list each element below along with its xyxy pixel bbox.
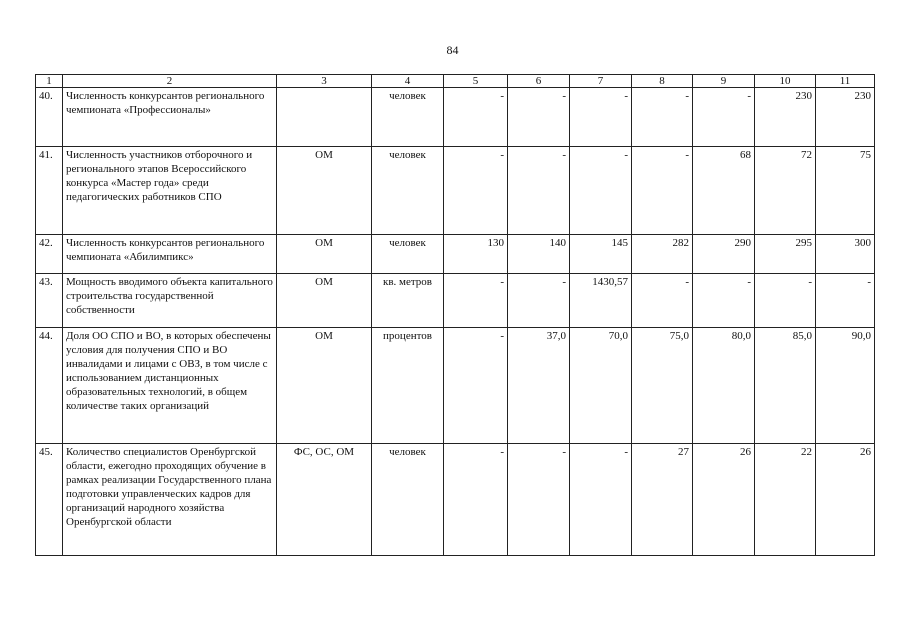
column-header: 7	[570, 75, 632, 88]
indicators-table	[35, 74, 875, 556]
value-cell: 130	[444, 235, 508, 274]
page-number: 84	[446, 43, 459, 57]
value-cell: -	[755, 274, 816, 328]
value-cell: 37,0	[508, 328, 570, 444]
value-cell: 295	[755, 235, 816, 274]
row-number: 42.	[36, 235, 63, 274]
value-cell: -	[570, 147, 632, 235]
indicator-unit: человек	[372, 235, 444, 274]
table-row	[36, 444, 875, 556]
value-cell: -	[816, 274, 875, 328]
table-header	[36, 75, 875, 88]
value-cell: -	[444, 328, 508, 444]
indicator-source: ФС, ОС, ОМ	[277, 444, 372, 556]
row-number: 40.	[36, 88, 63, 147]
value-cell: -	[693, 88, 755, 147]
indicator-unit: человек	[372, 88, 444, 147]
value-cell: -	[444, 274, 508, 328]
value-cell: 1430,57	[570, 274, 632, 328]
indicator-name: Численность конкурсантов регионального чемпионата «Абилимпикс»	[63, 235, 277, 274]
indicator-source: ОМ	[277, 235, 372, 274]
value-cell: 300	[816, 235, 875, 274]
column-header: 6	[508, 75, 570, 88]
value-cell: 230	[755, 88, 816, 147]
indicator-source: ОМ	[277, 147, 372, 235]
value-cell: 80,0	[693, 328, 755, 444]
value-cell: 27	[632, 444, 693, 556]
value-cell: 75	[816, 147, 875, 235]
value-cell: -	[570, 444, 632, 556]
value-cell: -	[570, 88, 632, 147]
indicator-source: ОМ	[277, 328, 372, 444]
indicator-name: Мощность вводимого объекта капитального строительства государственной собственности	[63, 274, 277, 328]
value-cell: 72	[755, 147, 816, 235]
value-cell: 22	[755, 444, 816, 556]
column-header: 9	[693, 75, 755, 88]
indicator-source	[277, 88, 372, 147]
value-cell: 145	[570, 235, 632, 274]
indicator-name: Доля ОО СПО и ВО, в которых обеспечены условия для получения СПО и ВО инвалидами и лицами с ОВЗ, в том числе с использованием дистанционных образовательных технологий, в общем количестве таких организаций	[63, 328, 277, 444]
indicator-source: ОМ	[277, 274, 372, 328]
table-row	[36, 235, 875, 274]
value-cell: 26	[816, 444, 875, 556]
column-header: 3	[277, 75, 372, 88]
indicator-unit: кв. метров	[372, 274, 444, 328]
indicator-name: Количество специалистов Оренбургской области, ежегодно проходящих обучение в рамках реализации Государственного плана подготовки управленческих кадров для организаций народного хозяйства Оренбургской области	[63, 444, 277, 556]
indicator-name: Численность участников отборочного и регионального этапов Всероссийского конкурса «Мастер года» среди педагогических работников СПО	[63, 147, 277, 235]
value-cell: -	[444, 444, 508, 556]
indicator-unit: человек	[372, 147, 444, 235]
value-cell: 85,0	[755, 328, 816, 444]
value-cell: -	[632, 88, 693, 147]
value-cell: 282	[632, 235, 693, 274]
row-number: 41.	[36, 147, 63, 235]
column-header: 4	[372, 75, 444, 88]
value-cell: 75,0	[632, 328, 693, 444]
value-cell: -	[632, 274, 693, 328]
column-header: 1	[36, 75, 63, 88]
value-cell: 70,0	[570, 328, 632, 444]
table-row	[36, 274, 875, 328]
column-header: 10	[755, 75, 816, 88]
value-cell: -	[508, 147, 570, 235]
column-header: 8	[632, 75, 693, 88]
row-number: 45.	[36, 444, 63, 556]
value-cell: 68	[693, 147, 755, 235]
column-header: 11	[816, 75, 875, 88]
value-cell: -	[444, 147, 508, 235]
indicator-name: Численность конкурсантов регионального чемпионата «Профессионалы»	[63, 88, 277, 147]
value-cell: -	[508, 444, 570, 556]
value-cell: -	[444, 88, 508, 147]
row-number: 44.	[36, 328, 63, 444]
table-row	[36, 328, 875, 444]
indicator-unit: человек	[372, 444, 444, 556]
value-cell: 90,0	[816, 328, 875, 444]
column-header: 5	[444, 75, 508, 88]
value-cell: -	[508, 88, 570, 147]
table-row	[36, 147, 875, 235]
value-cell: -	[632, 147, 693, 235]
row-number: 43.	[36, 274, 63, 328]
column-header: 2	[63, 75, 277, 88]
value-cell: 290	[693, 235, 755, 274]
table-row	[36, 88, 875, 147]
value-cell: 26	[693, 444, 755, 556]
indicator-unit: процентов	[372, 328, 444, 444]
value-cell: 230	[816, 88, 875, 147]
value-cell: -	[508, 274, 570, 328]
value-cell: 140	[508, 235, 570, 274]
value-cell: -	[693, 274, 755, 328]
